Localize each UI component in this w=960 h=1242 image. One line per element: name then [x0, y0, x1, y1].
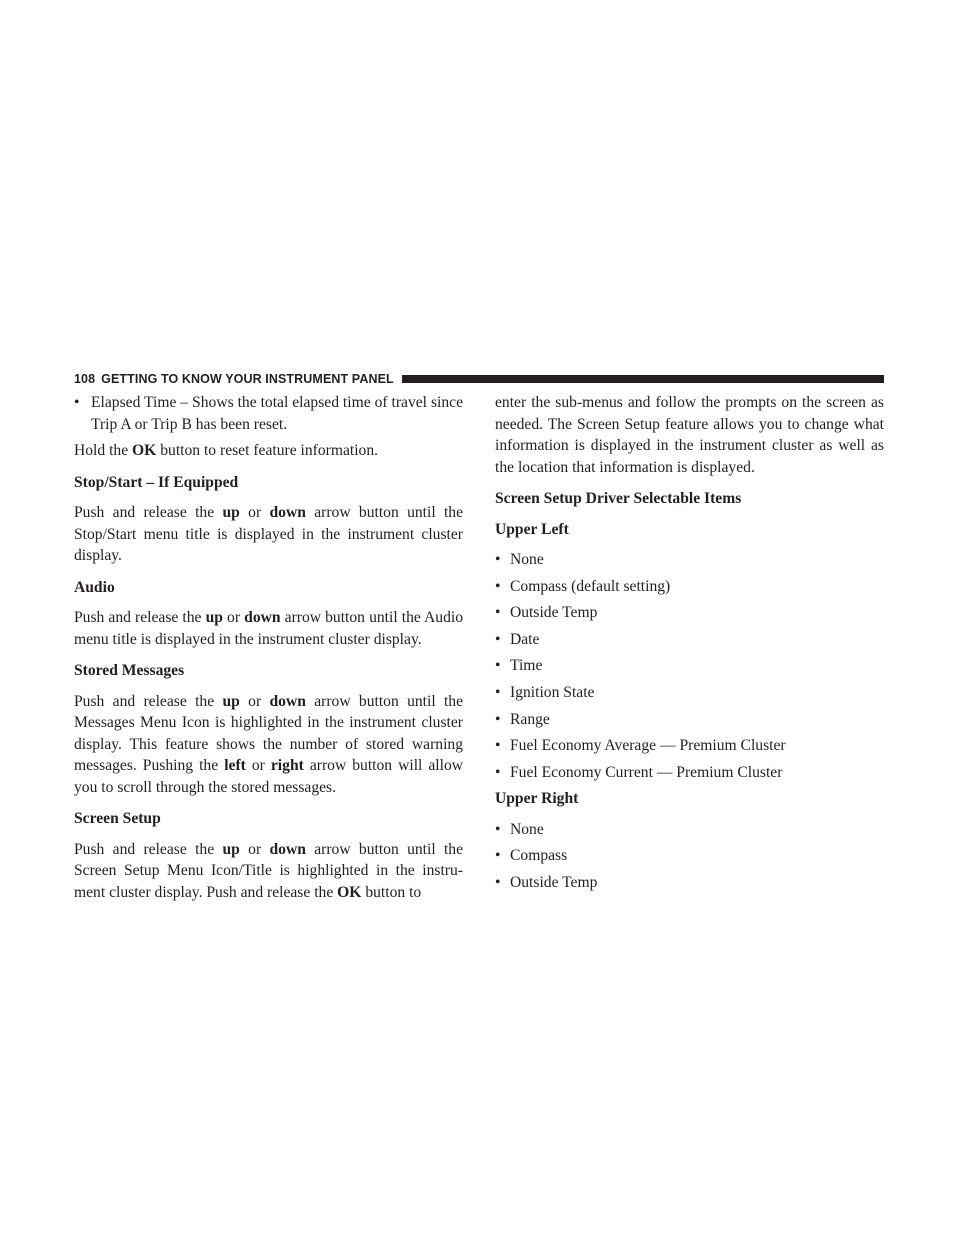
list-item-label: None — [510, 820, 544, 838]
list-item-label: None — [510, 551, 544, 568]
list-item-label: Ignition State — [510, 683, 595, 701]
stored-messages-heading: Stored Messages — [74, 662, 185, 679]
list-item — [495, 629, 884, 651]
bullet-icon: • — [495, 683, 501, 701]
upper-right-heading: Upper Right — [495, 790, 579, 808]
bullet-icon: • — [495, 763, 501, 781]
list-item-label: Fuel Economy Average — Premium Cluster — [510, 737, 786, 755]
list-item — [495, 845, 884, 867]
list-item — [495, 576, 884, 598]
bullet-icon: • — [495, 657, 501, 675]
bullet-icon: • — [495, 737, 501, 755]
stop-start-paragraph: Push and release the up or down arrow button until the Stop/Start menu title is displayed in the instrument cluster display. — [74, 504, 464, 564]
list-item-label: Date — [510, 630, 540, 648]
list-item-label: Range — [510, 710, 550, 728]
upper-left-list — [495, 549, 884, 783]
list-item-label: Outside Temp — [510, 604, 598, 622]
upper-right-list — [495, 819, 884, 894]
section-title: GETTING TO KNOW YOUR INSTRUMENT PANEL — [101, 372, 394, 386]
list-item — [495, 549, 884, 571]
list-item-label: Compass (default setting) — [510, 577, 671, 595]
list-item-label: Fuel Economy Current — Premium Cluster — [510, 763, 783, 781]
list-item-label: Outside Temp — [510, 874, 598, 892]
stored-messages-paragraph: Push and release the up or down arrow button until the Messages Menu Icon is highlighted in the instrument cluster display. This feature shows the number of stored warning messages. Pushing the left or right arrow button will allow you to scroll through the stored messages. — [74, 692, 464, 796]
page-number: 108 — [74, 372, 96, 386]
left-column — [74, 392, 463, 913]
driver-items-heading: Screen Setup Driver Selectable Items — [495, 490, 742, 507]
screen-setup-continuation: enter the sub-menus and follow the prompts on the screen as needed. The Screen Setup feature allows you to change what information is displayed in the instrument cluster as well as the location that information is displayed. — [495, 394, 884, 476]
bullet-icon: • — [74, 394, 80, 411]
list-item — [495, 709, 884, 731]
right-column — [495, 392, 884, 899]
list-item — [495, 735, 884, 757]
list-item — [495, 819, 884, 841]
bullet-icon: • — [495, 847, 501, 865]
bullet-icon: • — [495, 874, 501, 892]
elapsed-time-bullet: • Elapsed Time – Shows the total elapsed time of travel since Trip A or Trip B has been reset. — [74, 394, 463, 433]
list-item — [495, 872, 884, 894]
bullet-icon: • — [495, 577, 501, 595]
bullet-icon: • — [495, 551, 501, 568]
list-item — [495, 762, 884, 784]
bullet-icon: • — [495, 630, 501, 648]
header-rule — [402, 375, 884, 383]
bullet-icon: • — [495, 710, 501, 728]
list-item — [495, 682, 884, 704]
page-header — [74, 371, 884, 387]
list-item — [495, 655, 884, 677]
stop-start-heading: Stop/Start – If Equipped — [74, 473, 239, 491]
bullet-icon: • — [495, 604, 501, 622]
screen-setup-paragraph: Push and release the up or down arrow button until the Screen Setup Menu Icon/Title is highlighted in the instru-ment cluster display. Push and release the OK button to — [74, 840, 464, 901]
audio-heading: Audio — [74, 578, 115, 596]
list-item-label: Time — [510, 657, 543, 675]
bullet-icon: • — [495, 820, 501, 838]
list-item-label: Compass — [510, 847, 568, 865]
hold-ok-paragraph: Hold the OK button to reset feature information. — [74, 442, 379, 459]
list-item — [495, 602, 884, 624]
screen-setup-heading: Screen Setup — [74, 810, 161, 827]
audio-paragraph: Push and release the up or down arrow button until the Audio menu title is displayed in the instrument cluster display. — [74, 609, 464, 648]
upper-left-heading: Upper Left — [495, 520, 569, 538]
